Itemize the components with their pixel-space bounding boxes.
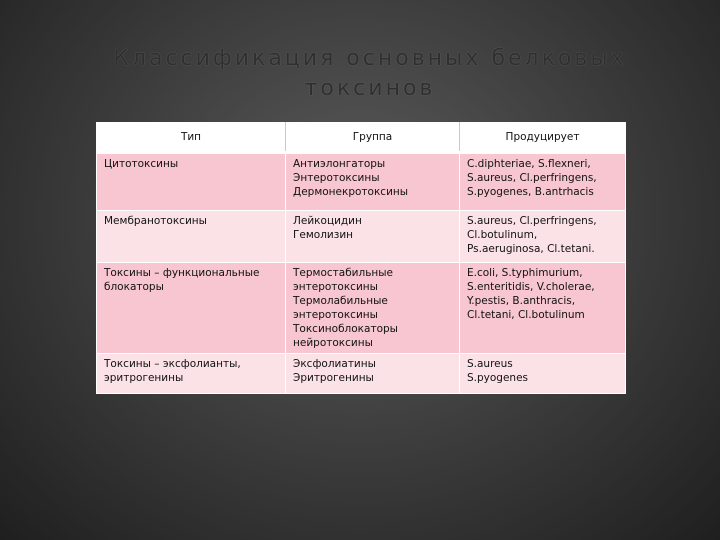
toxin-classification-table (96, 122, 626, 394)
cell-producer (460, 354, 626, 394)
cell-group-line: энтеротоксины (293, 281, 378, 293)
table-row (97, 263, 626, 354)
cell-producer-line: S.enteritidis, V.cholerae, (467, 281, 595, 293)
cell-producer-line: S.aureus, Cl.perfringens, (467, 172, 597, 184)
cell-producer-line: S.aureus (467, 358, 513, 370)
header-producer: Продуцирует (460, 123, 626, 153)
cell-type-line: Токсины – функциональные (104, 267, 260, 279)
table-row (97, 153, 626, 211)
table-row (97, 354, 626, 394)
cell-type-line: блокаторы (104, 281, 164, 293)
cell-group-line: Токсиноблокаторы (293, 323, 398, 335)
cell-type (97, 153, 286, 211)
cell-type-line: Мембранотоксины (104, 215, 207, 227)
cell-producer (460, 153, 626, 211)
slide-title-line-2: токсинов (304, 76, 436, 101)
table-header-row (97, 123, 626, 153)
cell-group-line: Эритрогенины (293, 372, 374, 384)
cell-type-line: Цитотоксины (104, 158, 179, 170)
cell-group-line: нейротоксины (293, 337, 373, 349)
header-type: Тип (97, 123, 286, 153)
cell-producer-line: Y.pestis, B.anthracis, (467, 295, 576, 307)
cell-type-line: Токсины – эксфолианты, (104, 358, 241, 370)
cell-producer-line: Cl.botulinum, (467, 229, 538, 241)
cell-type (97, 211, 286, 263)
header-group: Группа (286, 123, 460, 153)
cell-group-line: Дермонекротоксины (293, 186, 409, 198)
cell-group-line: энтеротоксины (293, 309, 378, 321)
cell-producer-line: Cl.tetani, Cl.botulinum (467, 309, 585, 321)
cell-group-line: Энтеротоксины (293, 172, 380, 184)
cell-type-line: эритрогенины (104, 372, 184, 384)
cell-producer (460, 263, 626, 354)
cell-group-line: Термостабильные (293, 267, 394, 279)
cell-producer-line: E.coli, S.typhimurium, (467, 267, 583, 279)
cell-producer-line: C.diphteriae, S.flexneri, (467, 158, 591, 170)
cell-group-line: Термолабильные (293, 295, 388, 307)
cell-type (97, 354, 286, 394)
cell-group-line: Эксфолиатины (293, 358, 376, 370)
cell-group (286, 153, 460, 211)
cell-type (97, 263, 286, 354)
cell-group (286, 354, 460, 394)
cell-producer-line: Ps.aeruginosa, Cl.tetani. (467, 243, 595, 255)
cell-producer (460, 211, 626, 263)
cell-group-line: Гемолизин (293, 229, 354, 241)
table-row (97, 211, 626, 263)
cell-producer-line: S.aureus, Cl.perfringens, (467, 215, 597, 227)
cell-group (286, 211, 460, 263)
slide-title (70, 44, 670, 104)
cell-group (286, 263, 460, 354)
cell-producer-line: S.pyogenes, B.antrhacis (467, 186, 594, 198)
cell-group-line: Лейкоцидин (293, 215, 362, 227)
slide-title-line-1: Классификация основных белковых (113, 46, 627, 71)
cell-producer-line: S.pyogenes (467, 372, 529, 384)
cell-group-line: Антиэлонгаторы (293, 158, 386, 170)
